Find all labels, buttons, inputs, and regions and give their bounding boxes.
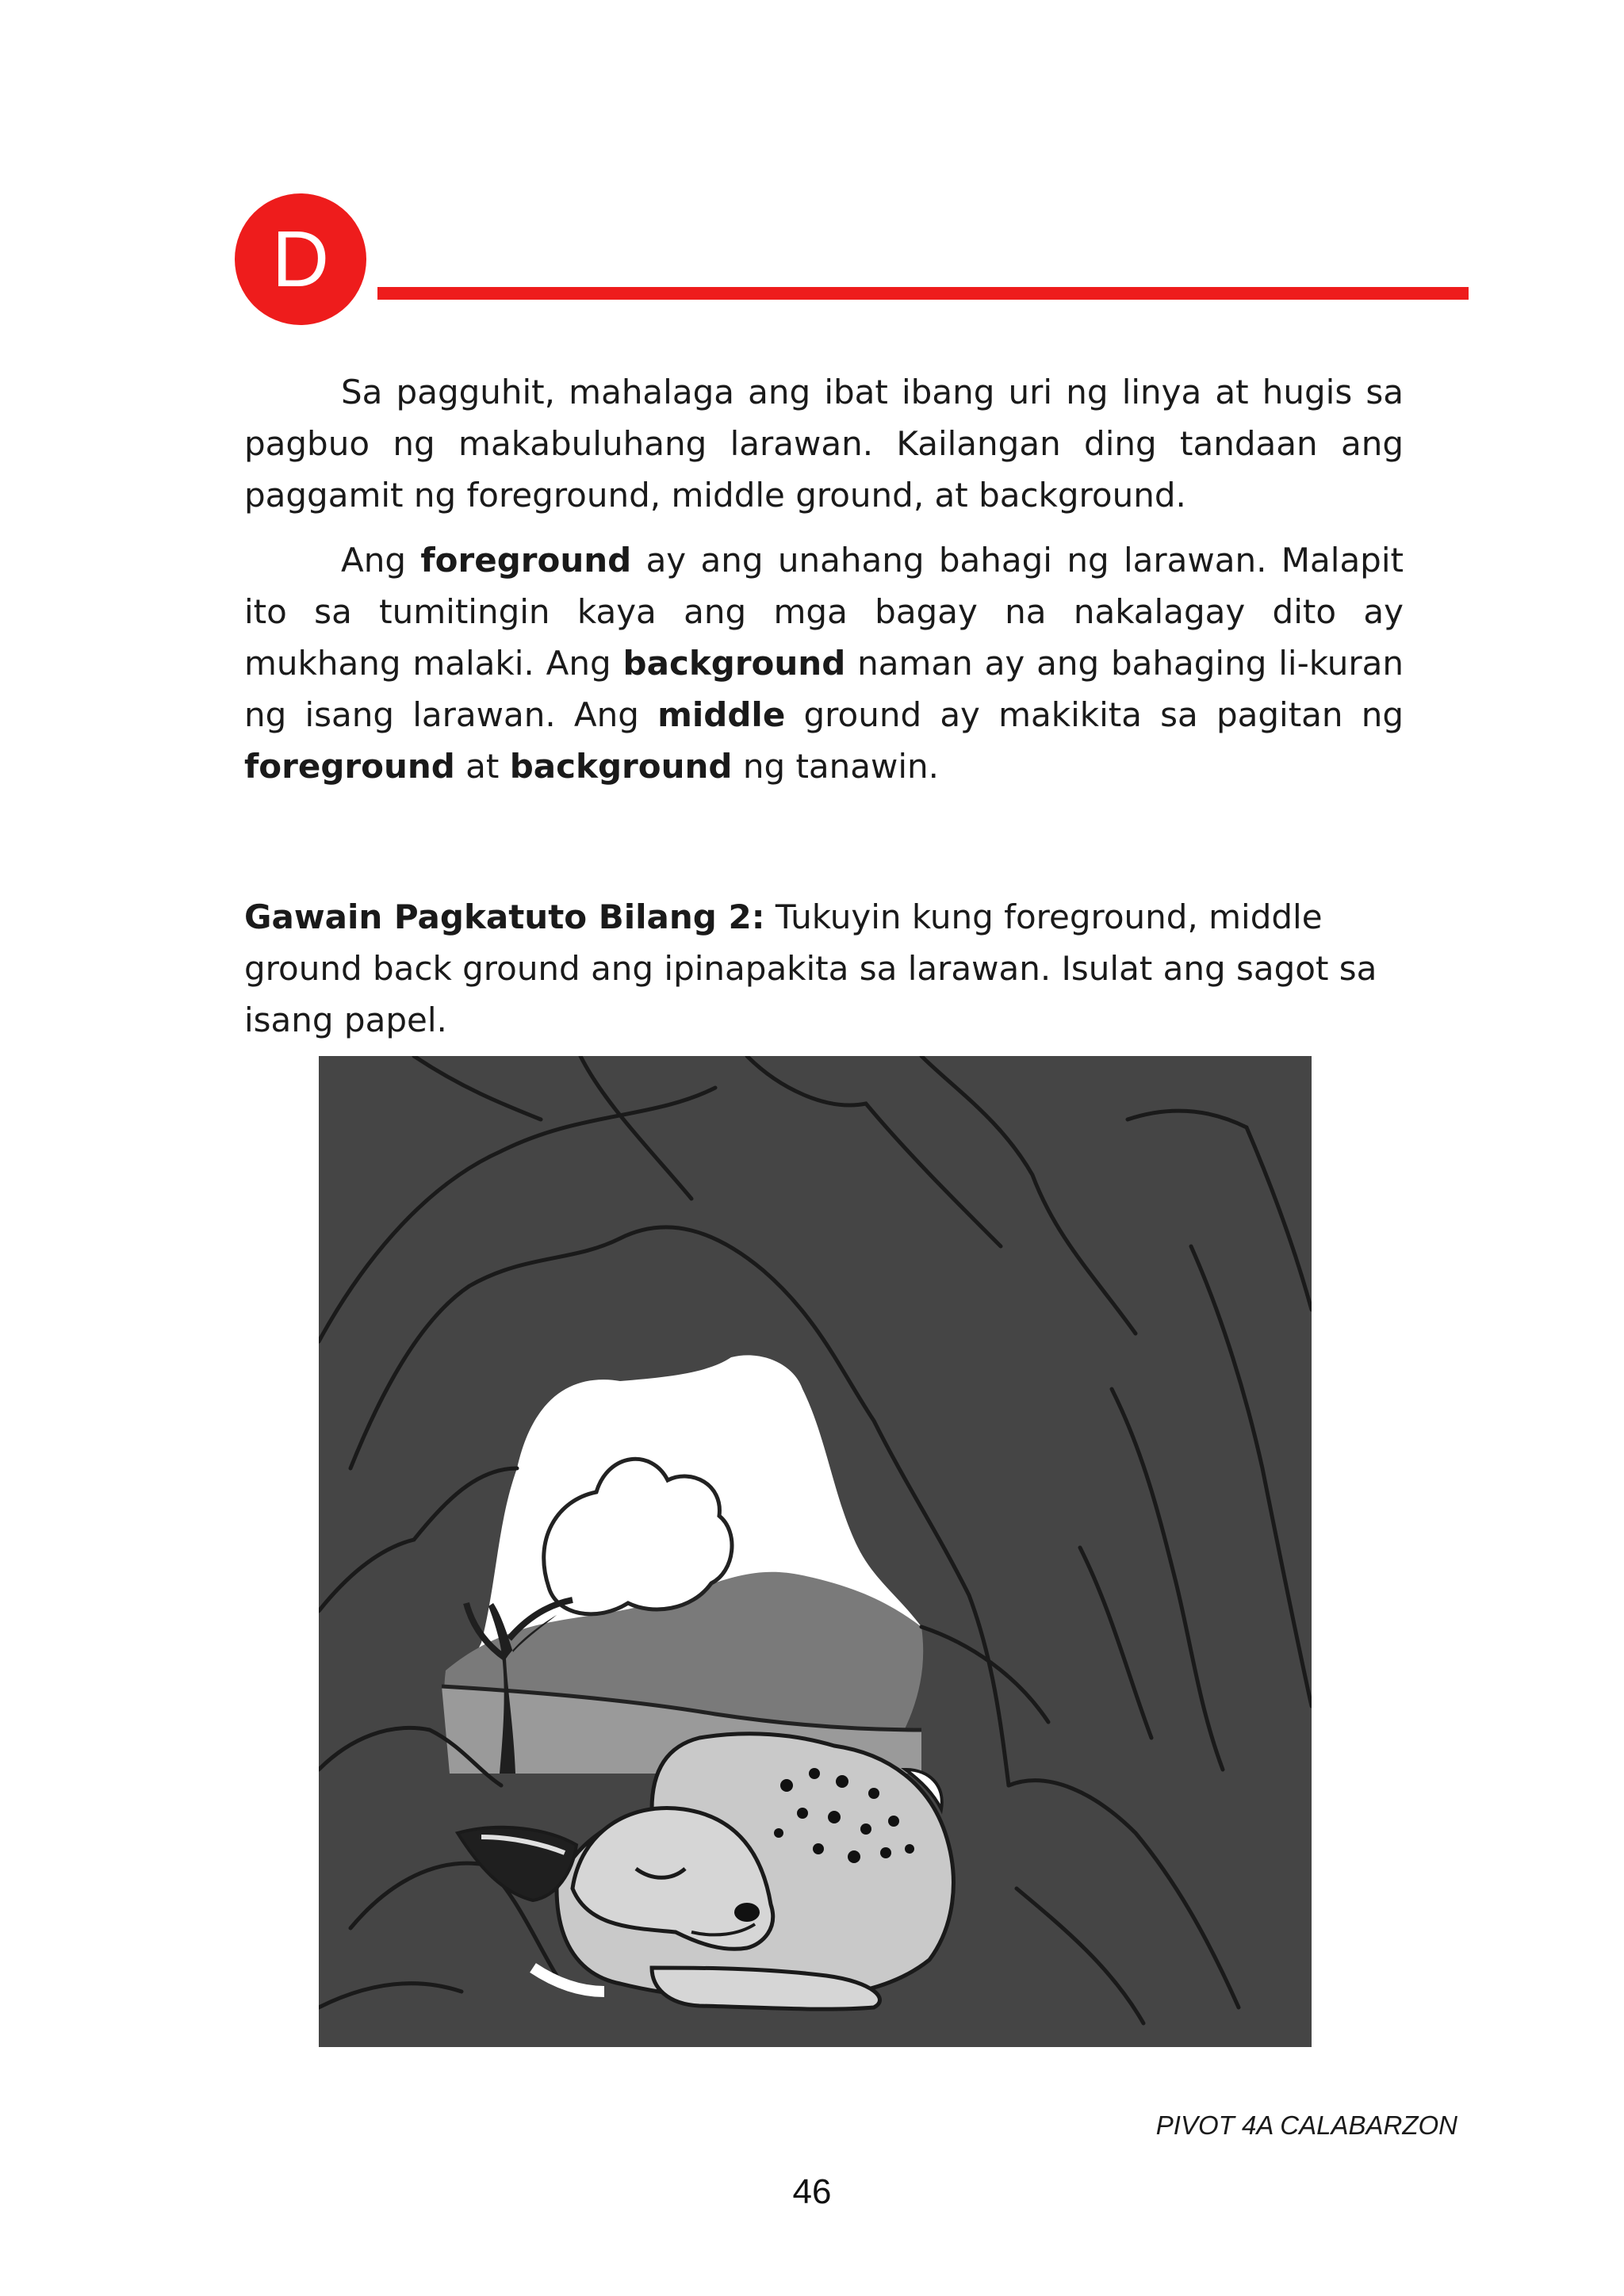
section-header-rule bbox=[377, 287, 1469, 300]
text-run: Ang bbox=[341, 541, 421, 580]
text-run: ng tanawin. bbox=[732, 747, 939, 786]
definition-paragraph bbox=[244, 534, 1404, 792]
term-foreground: foreground bbox=[244, 747, 455, 786]
term-middle: middle bbox=[657, 695, 786, 734]
activity-instruction bbox=[244, 891, 1404, 1046]
cave-deer-illustration bbox=[319, 1056, 1312, 2047]
section-letter-badge: D bbox=[235, 193, 366, 325]
term-background: background bbox=[509, 747, 733, 786]
footer-credit: PIVOT 4A CALABARZON bbox=[1155, 2110, 1457, 2140]
definition-paragraph-text bbox=[244, 534, 1404, 792]
intro-paragraph-text: Sa pagguhit, mahalaga ang ibat ibang uri ng linya at hugis sa pagbuo ng makabuluhang larawan. Kailangan ding tandaan ang paggamit ng foreground, middle ground, at background. bbox=[244, 373, 1404, 515]
text-run: ground ay makikita sa pagitan ng bbox=[785, 695, 1404, 734]
activity-text bbox=[244, 891, 1404, 1046]
term-foreground: foreground bbox=[420, 541, 632, 580]
text-run: at bbox=[454, 747, 510, 786]
page-number: 46 bbox=[792, 2172, 832, 2211]
text-run: ay ang unahang bahagi ng larawan. Malapit ito sa tumitingin kaya ang mga bagay na nakalagay dito ay mukhang malaki. Ang bbox=[244, 541, 1404, 683]
activity-body: Tukuyin kung foreground, middle ground back ground ang ipinapakita sa larawan. Isulat ang sagot sa isang papel. bbox=[244, 897, 1377, 1039]
activity-label: Gawain Pagkatuto Bilang 2: bbox=[244, 897, 765, 936]
text-run: naman ay ang bahaging li-kuran ng isang larawan. Ang bbox=[244, 644, 1404, 734]
term-background: background bbox=[622, 644, 846, 683]
intro-paragraph bbox=[244, 366, 1404, 521]
deer-nose bbox=[734, 1903, 760, 1922]
